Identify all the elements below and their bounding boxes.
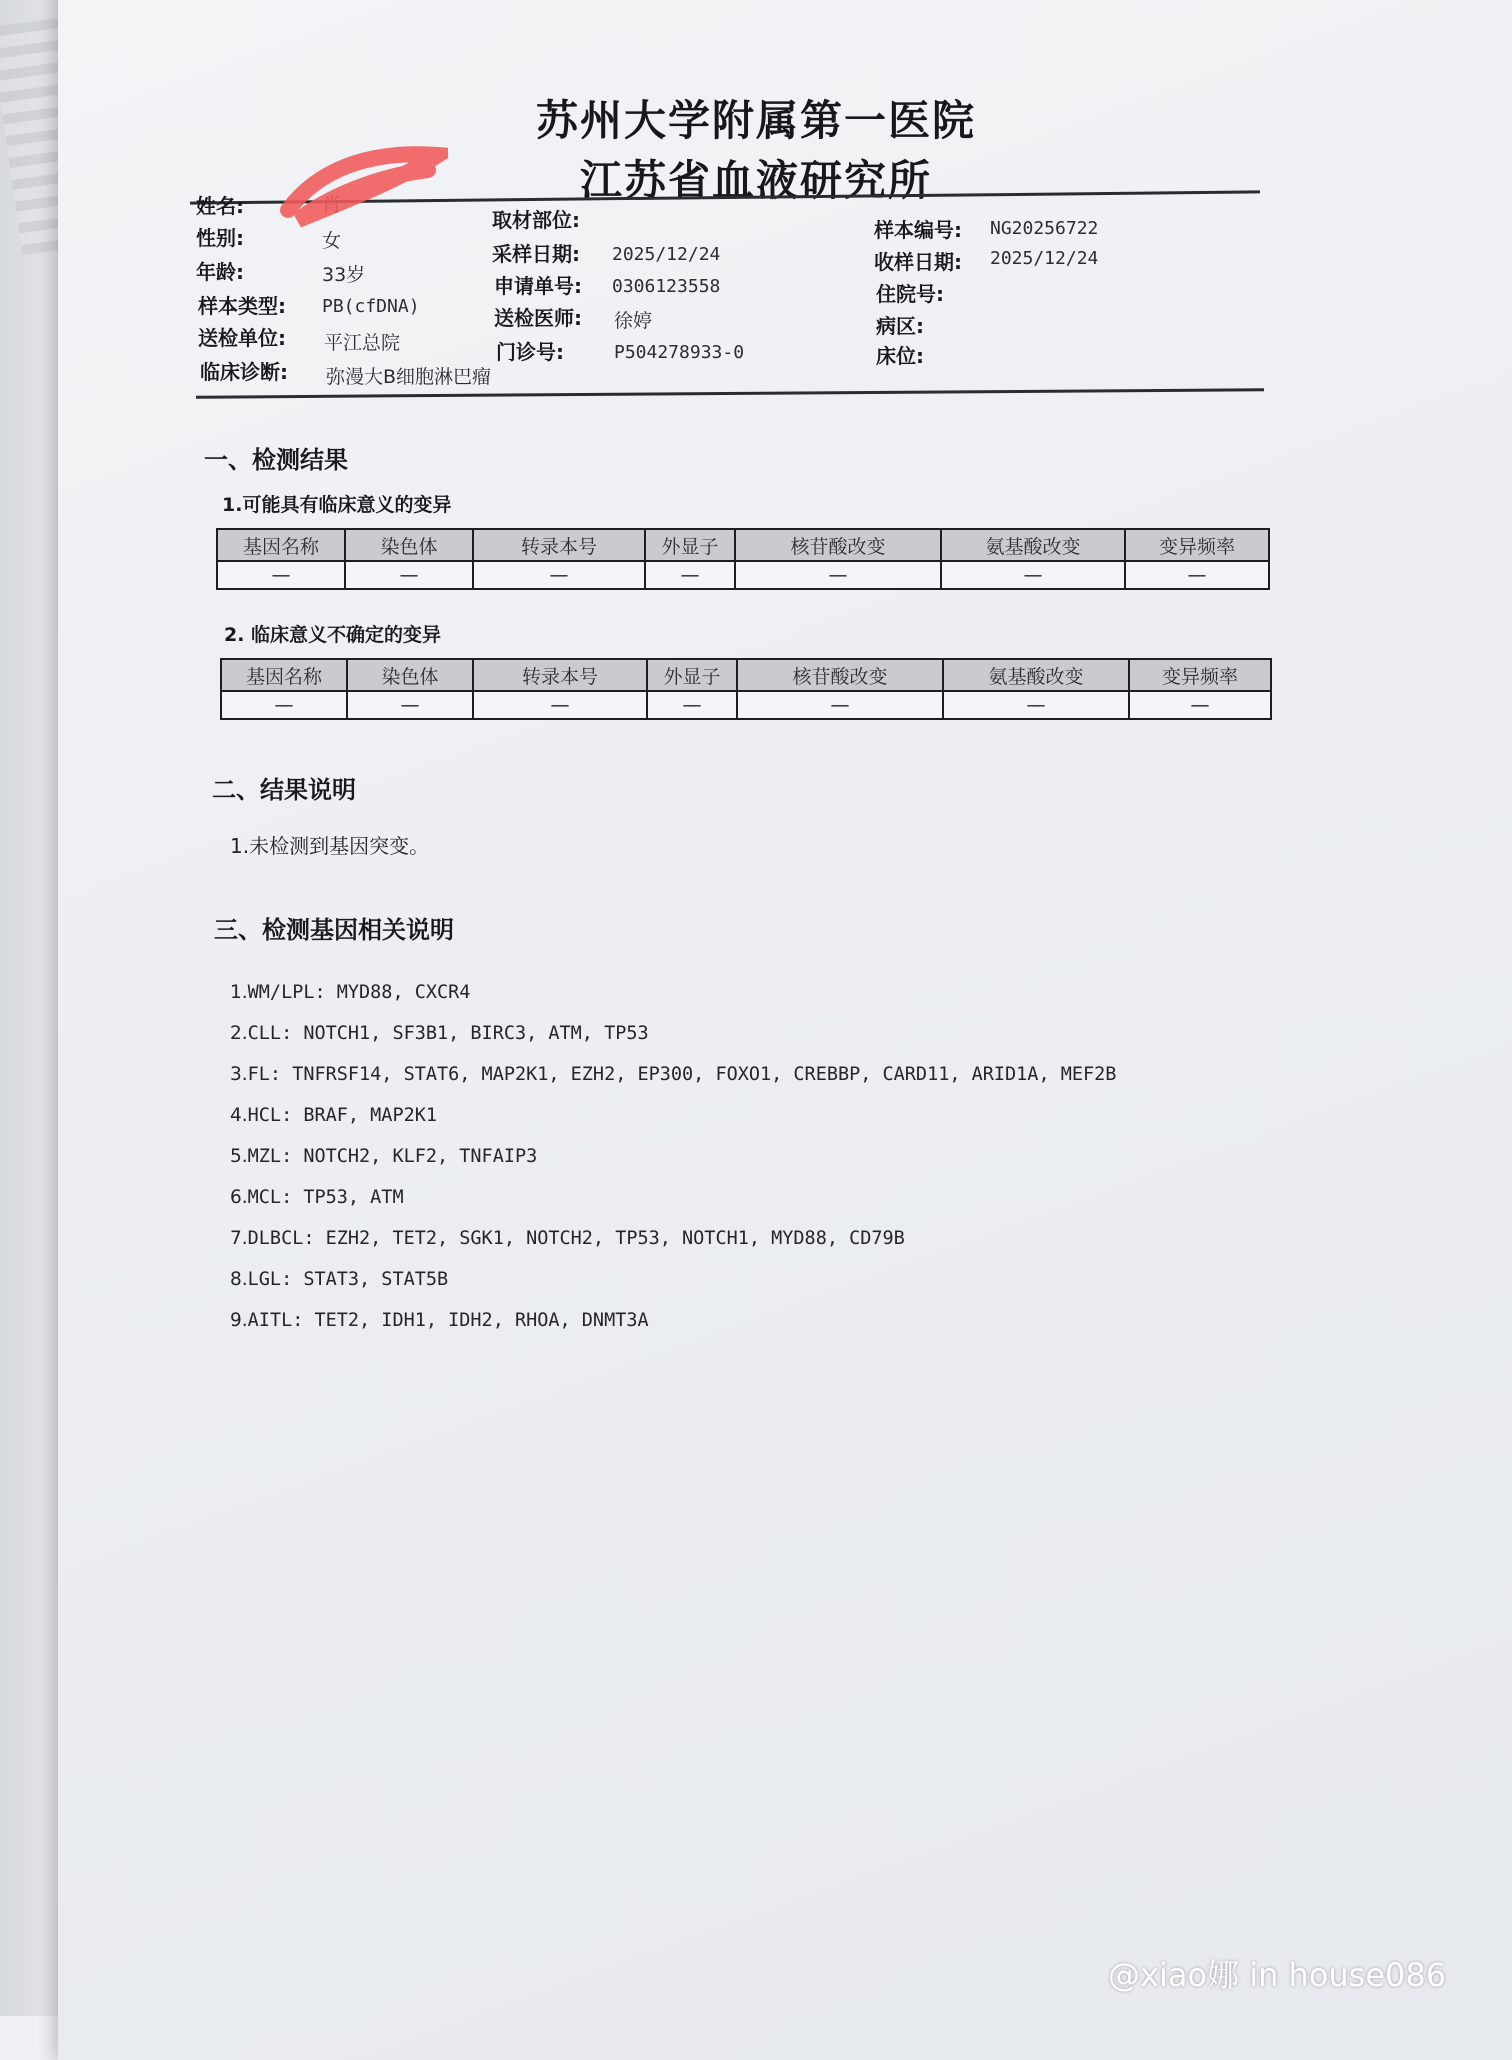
gender-label: 性别: xyxy=(196,226,244,250)
col-exon: 外显子 xyxy=(647,659,737,691)
sample-type-label: 样本类型: xyxy=(198,294,286,318)
cell-amino-acid: — xyxy=(941,561,1125,589)
table-row xyxy=(221,691,1271,719)
clinic-no-label: 门诊号: xyxy=(496,340,564,364)
gender-value: 女 xyxy=(322,230,342,252)
col-chromosome: 染色体 xyxy=(347,659,473,691)
col-exon: 外显子 xyxy=(645,529,735,561)
col-frequency: 变异频率 xyxy=(1125,529,1269,561)
doctor-value: 徐婷 xyxy=(614,310,653,332)
collect-date-value: 2025/12/24 xyxy=(612,244,721,265)
request-no-value: 0306123558 xyxy=(612,276,721,297)
col-nucleotide: 核苷酸改变 xyxy=(737,659,943,691)
unit-value: 平江总院 xyxy=(324,332,401,354)
admission-no-label: 住院号: xyxy=(876,282,944,306)
cell-exon: — xyxy=(645,561,735,589)
table-row xyxy=(217,561,1269,589)
request-no-label: 申请单号: xyxy=(494,274,582,298)
cell-exon: — xyxy=(647,691,737,719)
cell-nucleotide: — xyxy=(735,561,941,589)
doctor-label: 送检医师: xyxy=(494,306,582,330)
list-item: 6.MCL: TP53, ATM xyxy=(230,1187,404,1208)
list-item: 7.DLBCL: EZH2, TET2, SGK1, NOTCH2, TP53, NOTCH1, MYD88, CD79B xyxy=(230,1228,905,1249)
col-amino-acid: 氨基酸改变 xyxy=(943,659,1129,691)
col-frequency: 变异频率 xyxy=(1129,659,1271,691)
col-transcript: 转录本号 xyxy=(473,529,645,561)
cell-transcript: — xyxy=(473,561,645,589)
sample-no-label: 样本编号: xyxy=(874,218,962,242)
col-gene: 基因名称 xyxy=(221,659,347,691)
cell-nucleotide: — xyxy=(737,691,943,719)
ward-label: 病区: xyxy=(876,314,924,338)
section3-title: 三、检测基因相关说明 xyxy=(214,916,454,944)
clinical-variant-table xyxy=(216,528,1270,590)
list-item: 2.CLL: NOTCH1, SF3B1, BIRC3, ATM, TP53 xyxy=(230,1023,649,1044)
col-gene: 基因名称 xyxy=(217,529,345,561)
watermark: @xiao娜 in house086 xyxy=(1108,1956,1447,1994)
cell-amino-acid: — xyxy=(943,691,1129,719)
cell-transcript: — xyxy=(473,691,647,719)
section1-title: 一、检测结果 xyxy=(204,446,348,474)
diagnosis-label: 临床诊断: xyxy=(200,360,288,384)
section1-sub2: 2. 临床意义不确定的变异 xyxy=(224,624,442,646)
list-item: 1.WM/LPL: MYD88, CXCR4 xyxy=(230,982,471,1003)
sample-no-value: NG20256722 xyxy=(990,218,1099,239)
hospital-title: 苏州大学附属第一医院 xyxy=(535,96,976,145)
list-item: 8.LGL: STAT3, STAT5B xyxy=(230,1269,449,1290)
table-header-row xyxy=(221,659,1271,691)
gene-description-list xyxy=(230,982,1116,1351)
receive-date-label: 收样日期: xyxy=(874,250,962,274)
list-item: 9.AITL: TET2, IDH1, IDH2, RHOA, DNMT3A xyxy=(230,1310,649,1331)
col-transcript: 转录本号 xyxy=(473,659,647,691)
col-chromosome: 染色体 xyxy=(345,529,473,561)
cell-chromosome: — xyxy=(347,691,473,719)
sample-type-value: PB(cfDNA) xyxy=(322,296,420,317)
bed-label: 床位: xyxy=(876,344,924,368)
redaction-scribble xyxy=(278,140,448,230)
institute-title: 江苏省血液研究所 xyxy=(579,156,932,205)
diagnosis-value: 弥漫大B细胞淋巴瘤 xyxy=(326,366,492,388)
site-label: 取材部位: xyxy=(492,208,580,232)
cell-gene: — xyxy=(217,561,345,589)
uncertain-variant-table xyxy=(220,658,1272,720)
cell-frequency: — xyxy=(1129,691,1271,719)
name-value: 肖 xyxy=(322,194,342,216)
table-header-row xyxy=(217,529,1269,561)
unit-label: 送检单位: xyxy=(198,326,286,350)
section2-title: 二、结果说明 xyxy=(212,776,356,804)
receive-date-value: 2025/12/24 xyxy=(990,248,1099,269)
cell-frequency: — xyxy=(1125,561,1269,589)
collect-date-label: 采样日期: xyxy=(492,242,580,266)
result-line: 1.未检测到基因突变。 xyxy=(230,834,430,858)
cell-gene: — xyxy=(221,691,347,719)
age-value: 33岁 xyxy=(322,264,366,286)
name-label: 姓名: xyxy=(196,194,244,218)
section1-sub1: 1.可能具有临床意义的变异 xyxy=(222,494,452,516)
col-amino-acid: 氨基酸改变 xyxy=(941,529,1125,561)
cell-chromosome: — xyxy=(345,561,473,589)
list-item: 4.HCL: BRAF, MAP2K1 xyxy=(230,1105,438,1126)
clinic-no-value: P504278933-0 xyxy=(614,342,745,363)
list-item: 3.FL: TNFRSF14, STAT6, MAP2K1, EZH2, EP300, FOXO1, CREBBP, CARD11, ARID1A, MEF2B xyxy=(230,1064,1117,1085)
list-item: 5.MZL: NOTCH2, KLF2, TNFAIP3 xyxy=(230,1146,538,1167)
col-nucleotide: 核苷酸改变 xyxy=(735,529,941,561)
age-label: 年龄: xyxy=(196,260,244,284)
